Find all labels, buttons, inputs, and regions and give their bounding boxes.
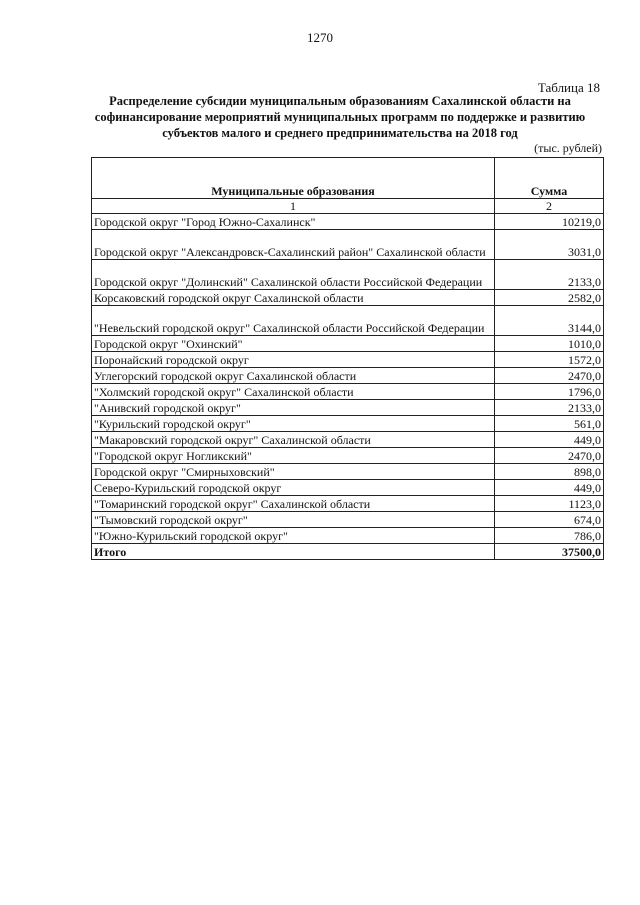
municipality-name: "Городской округ Ногликский" [92,448,495,464]
total-row [92,544,604,560]
subsidy-sum: 2470,0 [495,368,604,384]
municipality-name: Городской округ "Смирныховский" [92,464,495,480]
municipality-name: "Холмский городской округ" Сахалинской области [92,384,495,400]
municipality-name: "Макаровский городской округ" Сахалинской области [92,432,495,448]
subsidy-sum: 449,0 [495,432,604,448]
table-row [92,352,604,368]
municipality-name: Городской округ "Долинский" Сахалинской области Российской Федерации [92,260,495,290]
table-row [92,230,604,260]
municipality-name: "Южно-Курильский городской округ" [92,528,495,544]
municipality-name: "Курильский городской округ" [92,416,495,432]
municipality-name: "Невельский городской округ" Сахалинской области Российской Федерации [92,306,495,336]
subsidy-sum: 2582,0 [495,290,604,306]
subsidy-sum: 1796,0 [495,384,604,400]
table-row [92,528,604,544]
municipality-name: Городской округ "Охинский" [92,336,495,352]
subsidy-sum: 2133,0 [495,400,604,416]
table-row [92,496,604,512]
subsidy-sum: 898,0 [495,464,604,480]
municipality-name: "Анивский городской округ" [92,400,495,416]
subsidy-sum: 2133,0 [495,260,604,290]
document-title: Распределение субсидии муниципальным образованиям Сахалинской области на софинансирование мероприятий муниципальных программ по поддержке и развитию субъектов малого и среднего предпринимательства на 2018 год [94,94,586,140]
table-row [92,480,604,496]
total-sum: 37500,0 [495,544,604,560]
table-row [92,512,604,528]
total-label: Итого [92,544,495,560]
table-row [92,416,604,432]
subsidy-sum: 3031,0 [495,230,604,260]
table-row [92,464,604,480]
subsidy-sum: 786,0 [495,528,604,544]
table-row [92,336,604,352]
header-municipalities: Муниципальные образования [92,158,495,199]
table-row [92,290,604,306]
municipality-name: "Томаринский городской округ" Сахалинской области [92,496,495,512]
municipality-name: Северо-Курильский городской округ [92,480,495,496]
table-row [92,214,604,230]
subsidy-sum: 1123,0 [495,496,604,512]
subsidy-sum: 1572,0 [495,352,604,368]
subsidy-sum: 1010,0 [495,336,604,352]
subsidy-sum: 2470,0 [495,448,604,464]
subsidy-sum: 449,0 [495,480,604,496]
municipality-name: "Тымовский городской округ" [92,512,495,528]
column-number-row [92,199,604,214]
subsidy-sum: 674,0 [495,512,604,528]
table-row [92,368,604,384]
table-header-row [92,158,604,199]
column-number: 1 [92,199,495,214]
subsidy-table [91,157,604,560]
table-row [92,448,604,464]
municipality-name: Углегорский городской округ Сахалинской области [92,368,495,384]
table-row [92,384,604,400]
table-label: Таблица 18 [537,80,600,95]
table-row [92,400,604,416]
header-sum: Сумма [495,158,604,199]
table-row [92,432,604,448]
column-number: 2 [495,199,604,214]
table-row [92,306,604,336]
table-row [92,260,604,290]
municipality-name: Корсаковский городской округ Сахалинской области [92,290,495,306]
page-number: 1270 [307,30,333,45]
subsidy-sum: 561,0 [495,416,604,432]
subsidy-sum: 10219,0 [495,214,604,230]
municipality-name: Городской округ "Александровск-Сахалинский район" Сахалинской области [92,230,495,260]
municipality-name: Городской округ "Город Южно-Сахалинск" [92,214,495,230]
municipality-name: Поронайский городской округ [92,352,495,368]
units-label: (тыс. рублей) [534,141,602,155]
subsidy-sum: 3144,0 [495,306,604,336]
